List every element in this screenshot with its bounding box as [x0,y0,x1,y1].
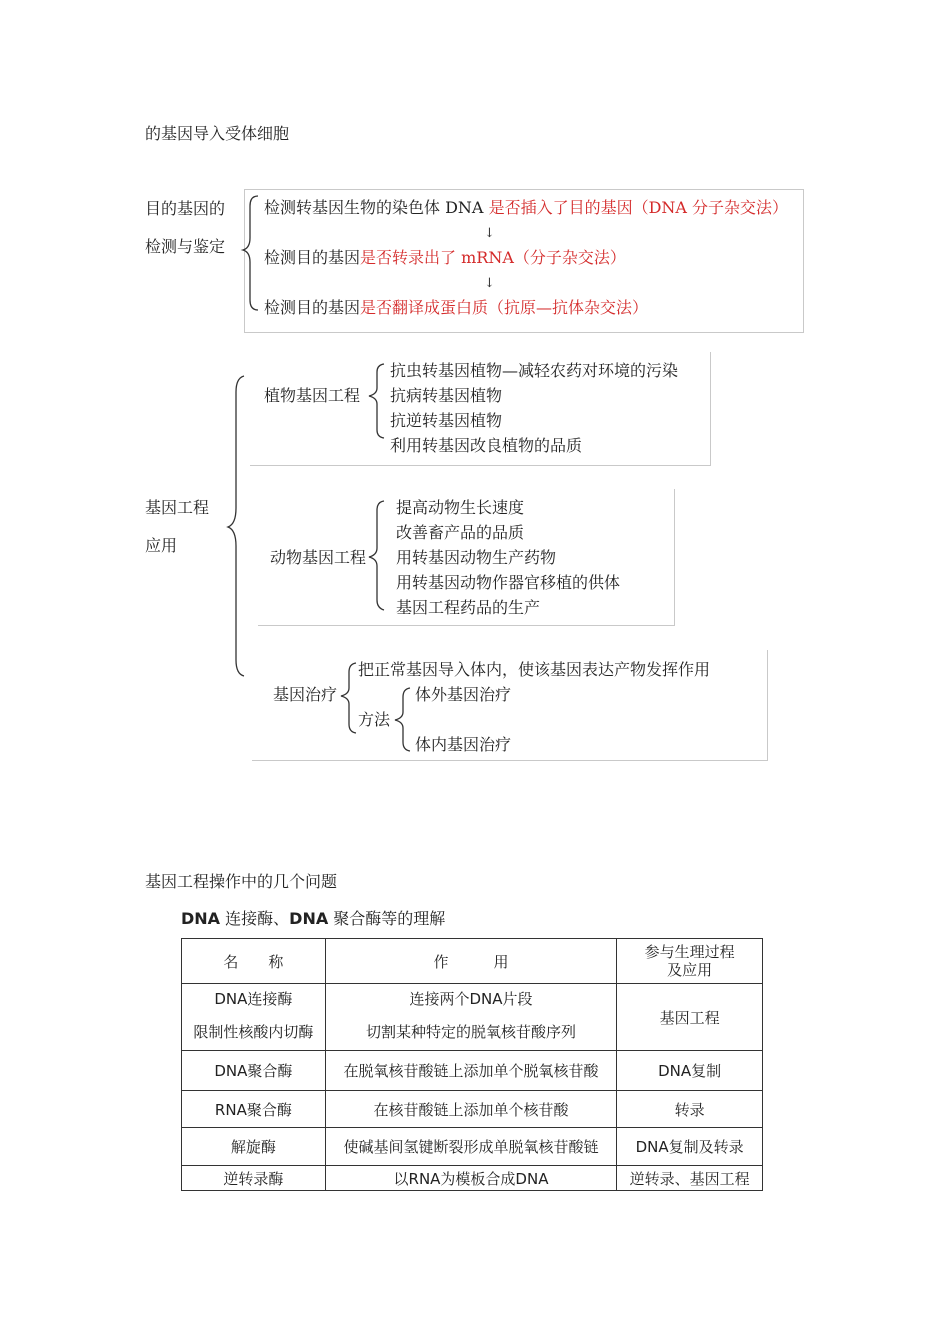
therapy-method-label: 方法 [358,710,391,729]
animal-label: 动物基因工程 [270,548,367,567]
animal-item-3: 用转基因动物生产药物 [396,548,557,567]
cell-name: DNA聚合酶 [182,1051,326,1091]
cell-action: 切割某种特定的脱氧核苷酸序列 [325,1013,616,1051]
detection-row-3-text: 检测目的基因 [264,298,361,317]
table-subheading [181,911,445,927]
cell-process: 基因工程 [617,984,763,1051]
application-brace [228,376,244,676]
detection-label-line2: 检测与鉴定 [145,237,226,256]
cell-name: 限制性核酸内切酶 [182,1013,326,1051]
cell-name: 逆转录酶 [182,1166,326,1191]
enzyme-table [181,938,763,1191]
header-process-line2: 及应用 [667,961,713,979]
cell-name: 解旋酶 [182,1128,326,1166]
plant-item-4: 利用转基因改良植物的品质 [390,436,583,455]
cell-process: DNA复制 [617,1051,763,1091]
therapy-brace [341,663,356,733]
detection-row-1-text: 检测转基因生物的染色体 DNA [264,198,489,217]
table-row [182,1091,763,1128]
cell-process: 转录 [617,1091,763,1128]
therapy-method-1: 体外基因治疗 [415,685,512,704]
section-heading: 基因工程操作中的几个问题 [145,872,338,891]
detection-row-3-result: 是否翻译成蛋白质（抗原—抗体杂交法） [360,298,649,317]
table-row [182,1166,763,1191]
plant-label: 植物基因工程 [264,386,361,405]
application-label-line2: 应用 [145,536,178,555]
subheading-dna-2: DNA [289,909,329,928]
table-row [182,1051,763,1091]
therapy-item: 把正常基因导入体内，使该基因表达产物发挥作用 [358,660,711,679]
animal-item-4: 用转基因动物作器官移植的供体 [396,573,621,592]
therapy-method-2: 体内基因治疗 [415,735,512,754]
cell-action: 使碱基间氢键断裂形成单脱氧核苷酸链 [325,1128,616,1166]
subheading-mid: 连接酶、 [220,909,290,928]
header-name: 名 称 [182,939,326,984]
application-label-line1: 基因工程 [145,498,210,517]
subheading-dna-1: DNA [181,909,221,928]
method-brace [395,688,410,751]
plant-item-3: 抗逆转基因植物 [390,411,503,430]
animal-item-1: 提高动物生长速度 [396,498,525,517]
cell-process: 逆转录、基因工程 [617,1166,763,1191]
therapy-label: 基因治疗 [273,685,338,704]
detection-label-line1: 目的基因的 [145,199,226,218]
header-process [617,939,763,984]
header-process-line1: 参与生理过程 [644,943,735,961]
down-arrow-icon: ↓ [484,276,495,291]
animal-item-2: 改善畜产品的品质 [396,523,525,542]
cell-name: DNA连接酶 [182,984,326,1013]
plant-item-1: 抗虫转基因植物—减轻农药对环境的污染 [390,361,679,380]
plant-item-2: 抗病转基因植物 [390,386,503,405]
cell-action: 在核苷酸链上添加单个核苷酸 [325,1091,616,1128]
detection-row-1 [264,200,788,216]
table-row [182,1128,763,1166]
header-action: 作 用 [325,939,616,984]
detection-row-1-result: 是否插入了目的基因（DNA 分子杂交法） [488,198,789,217]
cell-process: DNA复制及转录 [617,1128,763,1166]
detection-row-2 [264,250,626,266]
detection-brace [243,196,258,310]
cell-action: 在脱氧核苷酸链上添加单个脱氧核苷酸 [325,1051,616,1091]
cell-action: 以RNA为模板合成DNA [325,1166,616,1191]
detection-row-2-text: 检测目的基因 [264,248,361,267]
down-arrow-icon: ↓ [484,226,495,241]
cell-name: RNA聚合酶 [182,1091,326,1128]
table-header-row [182,939,763,984]
top-line: 的基因导入受体细胞 [145,124,290,143]
detection-row-2-result: 是否转录出了 mRNA（分子杂交法） [360,248,626,267]
subheading-rest: 聚合酶等的理解 [328,909,446,928]
animal-brace [369,501,384,610]
cell-action: 连接两个DNA片段 [325,984,616,1013]
detection-row-3 [264,300,648,316]
table-row [182,984,763,1013]
plant-brace [369,364,384,438]
animal-item-5: 基因工程药品的生产 [396,598,541,617]
